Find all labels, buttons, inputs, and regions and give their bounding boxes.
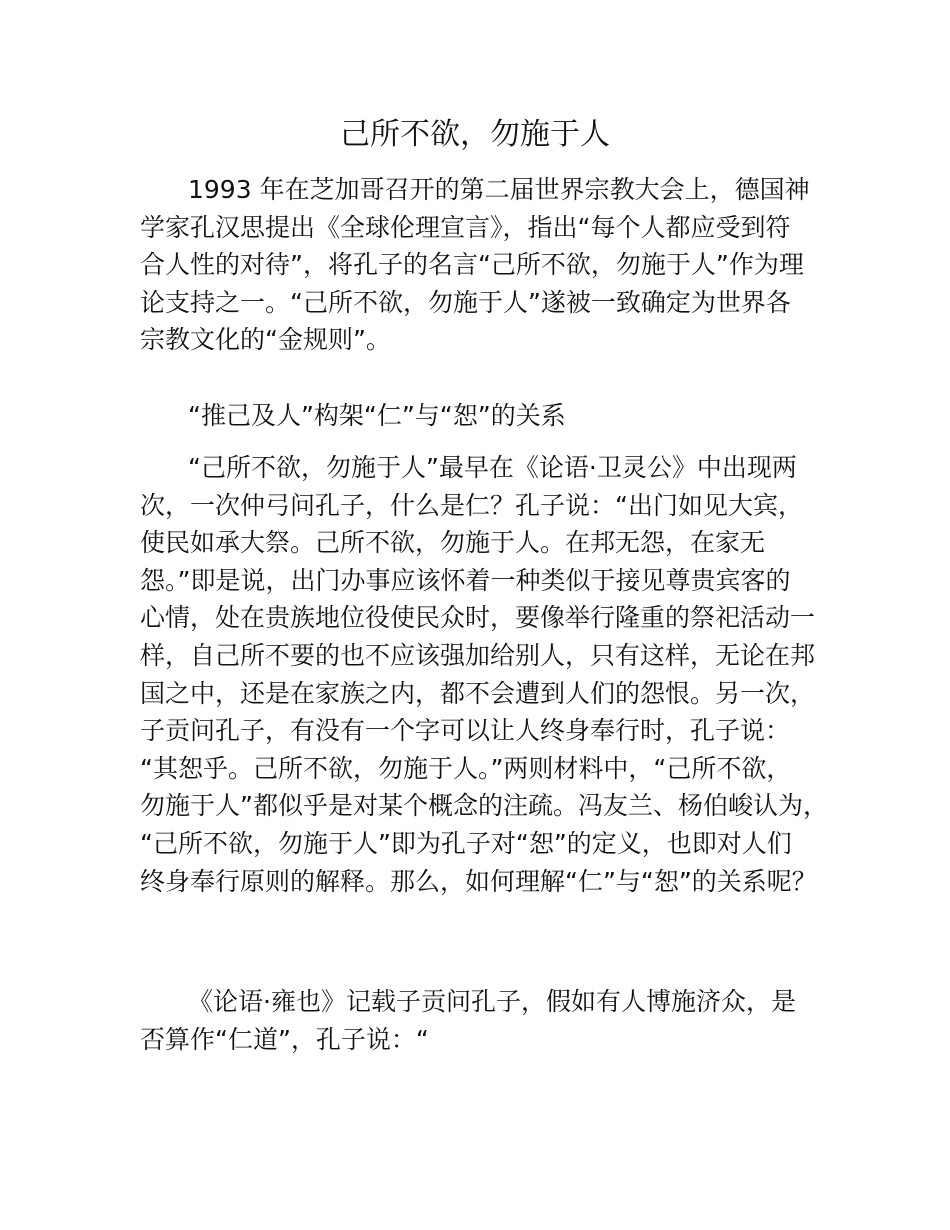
text-line: 否算作“仁道”，孔子说：“ [140,1024,429,1054]
text-line: 使民如承大祭。己所不欲，勿施于人。在邦无怨，在家无 [140,528,766,558]
paragraph-body [140,449,840,900]
text-line: “己所不欲，勿施于人”最早在《论语·卫灵公》中出现两 [188,453,797,482]
text-line: “推己及人”构架“仁”与“恕”的关系 [188,401,566,430]
paragraph-intro [140,171,840,359]
text-line: 次，一次仲弓问孔子，什么是仁？孔子说：“出门如见大宾， [140,490,803,520]
text-line: 《论语·雍也》记载子贡问孔子，假如有人博施济众，是 [188,987,796,1016]
text-line: 合人性的对待”，将孔子的名言“己所不欲，勿施于人”作为理 [140,250,804,280]
text-line: 勿施于人”都似乎是对某个概念的注疏。冯友兰、杨伯峻认为， [140,791,828,821]
text-line: 宗教文化的“金规则”。 [140,325,391,355]
paragraph-body [140,983,840,1058]
text-line: 心情，处在贵族地位役使民众时，要像举行隆重的祭祀活动一 [140,603,816,633]
text-line: 1993 年在芝加哥召开的第二届世界宗教大会上，德国神 [188,175,810,204]
text-line: 终身奉行原则的解释。那么，如何理解“仁”与“恕”的关系呢？ [140,866,817,896]
text-line: 论支持之一。“己所不欲，勿施于人”遂被一致确定为世界各 [140,287,791,317]
document-title: 己所不欲，勿施于人 [340,117,610,152]
text-line: 学家孔汉思提出《全球伦理宣言》，指出“每个人都应受到符 [140,212,791,242]
text-line: “其恕乎。己所不欲，勿施于人。”两则材料中，“己所不欲， [140,753,792,783]
text-line: 样，自己所不要的也不应该强加给别人，只有这样，无论在邦 [140,640,816,670]
text-line: 子贡问孔子，有没有一个字可以让人终身奉行时，孔子说： [140,716,791,746]
text-line: “己所不欲，勿施于人”即为孔子对“恕”的定义，也即对人们 [140,828,792,858]
text-line: 国之中，还是在家族之内，都不会遭到人们的怨恨。另一次， [140,678,816,708]
text-line: 怨。”即是说，出门办事应该怀着一种类似于接见尊贵宾客的 [140,565,791,595]
section-heading [140,397,840,435]
